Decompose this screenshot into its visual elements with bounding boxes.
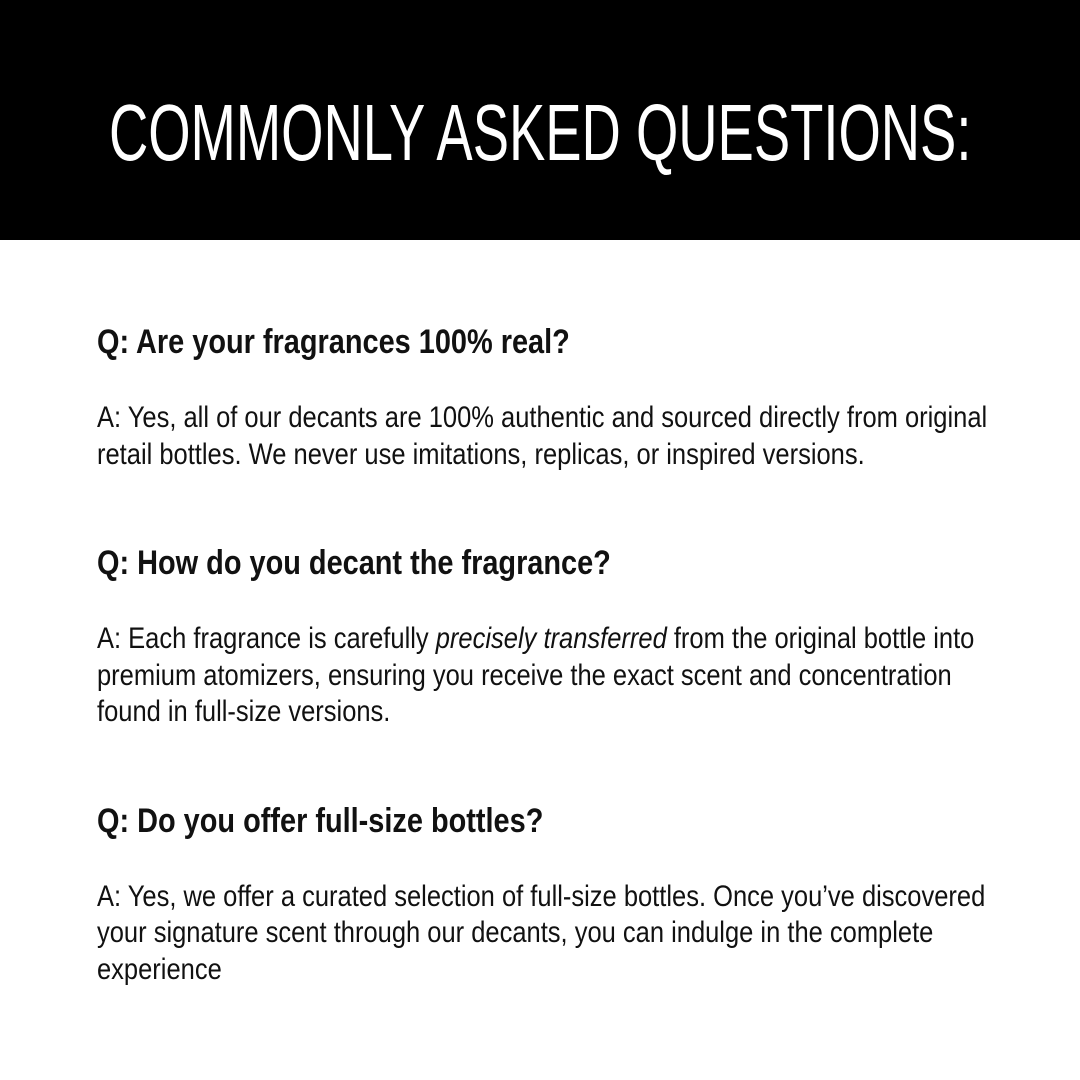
faq-answer-2-text: A: Each fragrance is carefully: [97, 622, 436, 655]
faq-answer-1-text: A: Yes, all of our decants are 100% authentic and sourced directly from original retail bottles. We never use imitations, replicas, or inspired versions.: [97, 401, 988, 471]
faq-question-3: Q: Do you offer full-size bottles?: [97, 801, 544, 840]
faq-answer-2-text-after: from the original bottle into premium atomizers, ensuring you receive the exact scent and concentration found in full-size versions.: [97, 622, 975, 728]
faq-question-2: Q: How do you decant the fragrance?: [97, 544, 611, 582]
faq-answer-2: [97, 621, 1002, 731]
faq-answer-3-text: A: Yes, we offer a curated selection of full-size bottles. Once you’ve discovered your signature scent through our decants, you can indulge in the complete experience: [97, 879, 986, 986]
faq-answer-1: [97, 400, 1002, 473]
faq-content: [0, 240, 1080, 988]
faq-item-2: [97, 543, 1080, 731]
header-banner: [0, 0, 1080, 240]
faq-answer-2-emphasis: precisely transferred: [435, 622, 667, 655]
faq-item-3: [97, 801, 1080, 989]
faq-answer-3: [97, 879, 1002, 989]
page-title: COMMONLY ASKED QUESTIONS:: [108, 88, 972, 177]
faq-question-1: Q: Are your fragrances 100% real?: [97, 323, 570, 361]
faq-item-1: [97, 322, 1080, 473]
